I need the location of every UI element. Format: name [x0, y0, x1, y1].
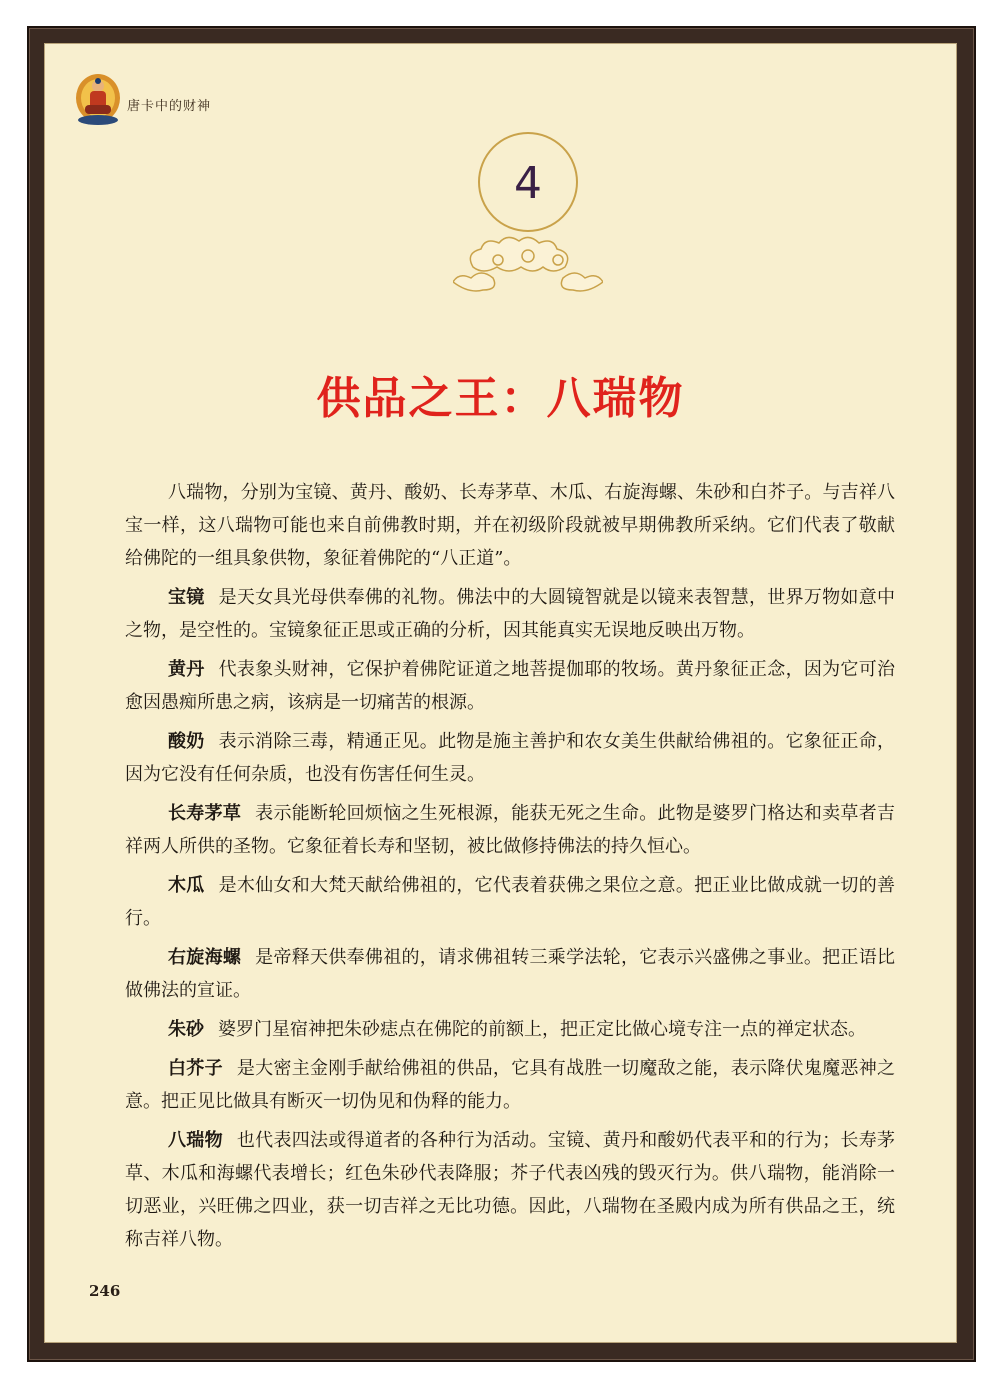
term: 木瓜	[168, 875, 205, 896]
paragraph	[125, 476, 895, 575]
body-text	[125, 476, 895, 1262]
term: 右旋海螺	[168, 947, 242, 968]
paragraph	[125, 725, 895, 791]
term: 白芥子	[168, 1058, 223, 1079]
term: 朱砂	[168, 1019, 204, 1040]
paragraph-text: 代表象头财神，它保护着佛陀证道之地菩提伽耶的牧场。黄丹象征正念，因为它可治愈因愚痴所患之病，该病是一切痛苦的根源。	[125, 659, 896, 713]
paragraph-text: 是帝释天供奉佛祖的，请求佛祖转三乘学法轮，它表示兴盛佛之事业。把正语比做佛法的宣证。	[125, 947, 896, 1001]
paragraph-text: 婆罗门星宿神把朱砂痣点在佛陀的前额上，把正定比做心境专注一点的禅定状态。	[218, 1019, 866, 1040]
section-title: 供品之王：八瑞物	[316, 373, 685, 424]
chapter-number: 4	[514, 158, 542, 209]
chapter-badge	[453, 132, 603, 312]
paragraph-text: 八瑞物，分别为宝镜、黄丹、酸奶、长寿茅草、木瓜、右旋海螺、朱砂和白芥子。与吉祥八宝一样，这八瑞物可能也来自前佛教时期，并在初级阶段就被早期佛教所采纳。它们代表了敬献给佛陀的一组具象供物，象征着佛陀的“八正道”。	[125, 482, 895, 569]
paragraph-text: 表示能断轮回烦恼之生死根源，能获无死之生命。此物是婆罗门格达和卖草者吉祥两人所供的圣物。它象征着长寿和坚韧，被比做修持佛法的持久恒心。	[125, 803, 896, 857]
term: 酸奶	[168, 731, 205, 752]
paragraph	[125, 941, 895, 1007]
deity-thangka-icon	[73, 72, 123, 128]
page-number: 246	[89, 1282, 121, 1300]
book-page	[44, 43, 957, 1343]
paragraph	[125, 581, 895, 647]
paragraph	[125, 1124, 895, 1256]
paragraph-text: 是大密主金刚手献给佛祖的供品，它具有战胜一切魔敌之能，表示降伏鬼魔恶神之意。把正见比做具有断灭一切伪见和伪释的能力。	[125, 1058, 896, 1112]
term: 长寿茅草	[168, 803, 242, 824]
term: 八瑞物	[168, 1130, 223, 1151]
paragraph	[125, 797, 895, 863]
header-title: 唐卡中的财神	[127, 98, 212, 114]
paragraph	[125, 1013, 895, 1046]
paragraph	[125, 1052, 895, 1118]
paragraph	[125, 869, 895, 935]
term: 黄丹	[168, 659, 205, 680]
term: 宝镜	[168, 587, 205, 608]
paragraph-text: 表示消除三毒，精通正见。此物是施主善护和农女美生供献给佛祖的。它象征正命，因为它没有任何杂质，也没有伤害任何生灵。	[125, 731, 896, 785]
paragraph-text: 也代表四法或得道者的各种行为活动。宝镜、黄丹和酸奶代表平和的行为；长寿茅草、木瓜和海螺代表增长；红色朱砂代表降服；芥子代表凶残的毁灭行为。供八瑞物，能消除一切恶业，兴旺佛之四业，获一切吉祥之无比功德。因此，八瑞物在圣殿内成为所有供品之王，统称吉祥八物。	[125, 1130, 896, 1250]
paragraph	[125, 653, 895, 719]
paragraph-text: 是木仙女和大梵天献给佛祖的，它代表着获佛之果位之意。把正业比做成就一切的善行。	[125, 875, 896, 929]
running-header	[73, 72, 211, 128]
paragraph-text: 是天女具光母供奉佛的礼物。佛法中的大圆镜智就是以镜来表智慧，世界万物如意中之物，是空性的。宝镜象征正思或正确的分析，因其能真实无误地反映出万物。	[125, 587, 896, 641]
